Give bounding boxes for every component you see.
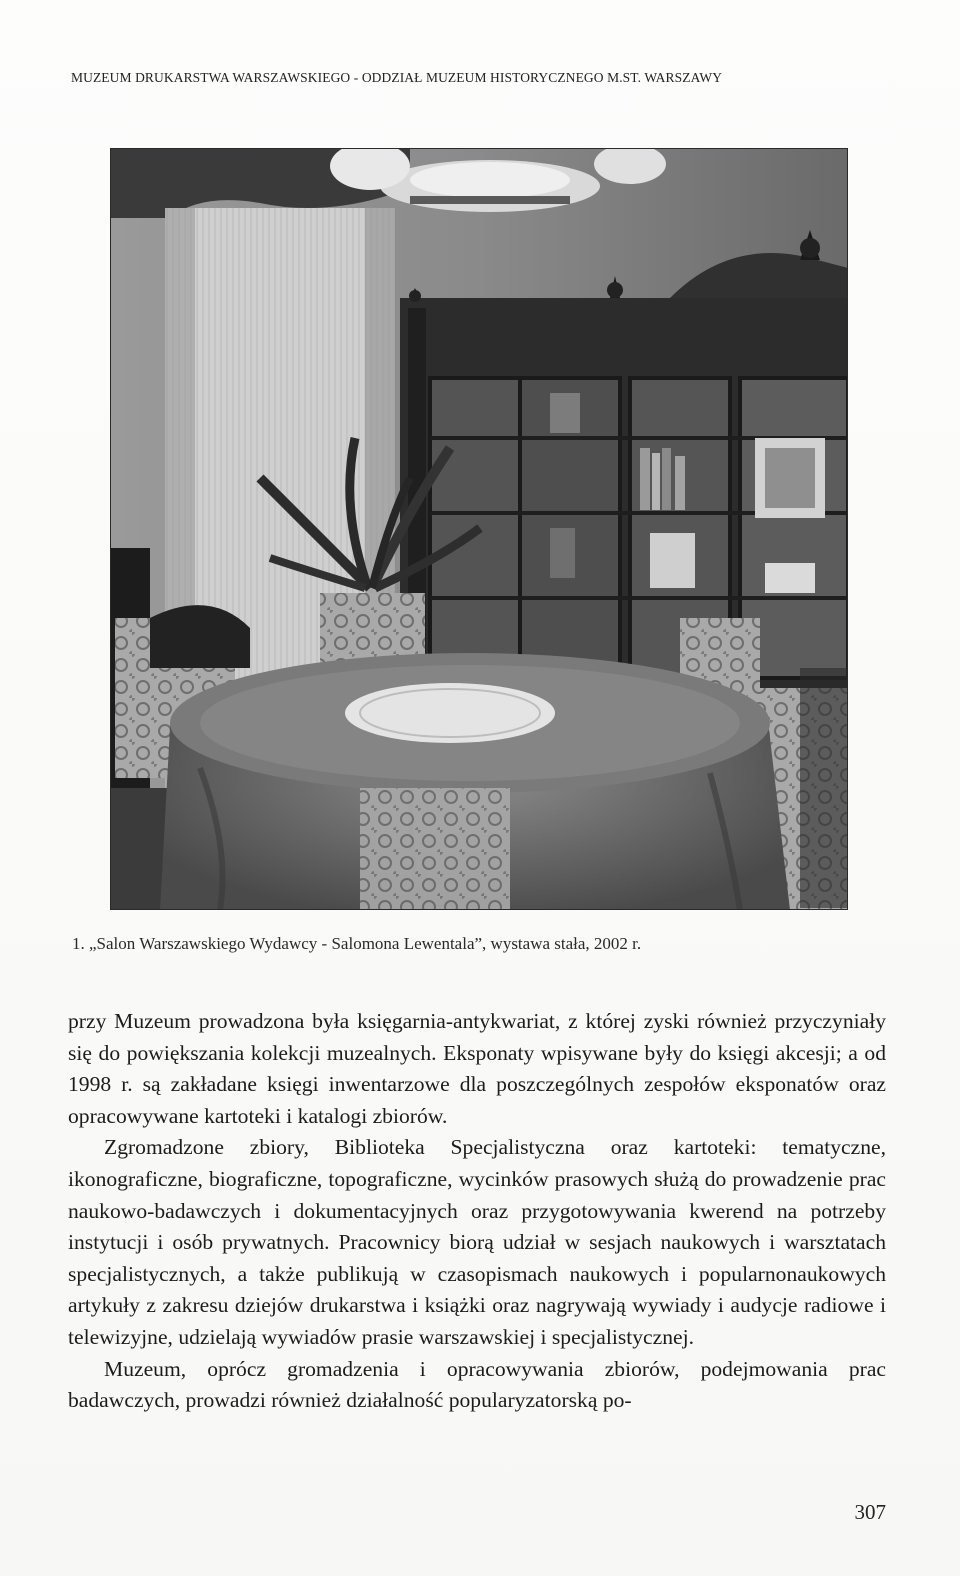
paragraph: Zgromadzone zbiory, Biblioteka Specjalistyczna oraz kartoteki: tematyczne, ikonograficzne, biograficzne, topograficzne, wycinków prasowych służą do prowadzenie prac naukowo-badawczych i dokumentacyjnych oraz przygotowywania kwerend na potrzeby instytucji i osób prywatnych. Pracownicy biorą udział w sesjach naukowych i warsztatach specjalistycznych, a także publikują w czasopismach naukowych i popularnonaukowych artykuły z zakresu dziejów drukarstwa i książki oraz nagrywają wywiady i audycje radiowe i telewizyjne, udzielają wywiadów prasie warszawskiej i specjalistycznej. — [68, 1135, 886, 1349]
round-table — [160, 653, 790, 910]
page-number: 307 — [854, 1500, 886, 1524]
paragraph: przy Muzeum prowadzona była księgarnia-antykwariat, z której zyski również przyczyniały się do powiększania kolekcji muzealnych. Eksponaty wpisywane były do księgi akcesji; a od 1998 r. są zakładane księgi inwentarzowe dla poszczególnych zespołów eksponatów oraz opracowywane kartoteki i katalogi zbiorów. — [68, 1009, 886, 1128]
paragraph: Muzeum, oprócz gromadzenia i opracowywania zbiorów, podejmowania prac badawczych, prowadzi również działalność popularyzatorską po- — [68, 1356, 886, 1413]
lace-doily — [345, 683, 555, 743]
figure-caption: 1. „Salon Warszawskiego Wydawcy - Salomona Lewentala”, wystawa stała, 2002 r. — [72, 934, 642, 953]
salon-photograph — [110, 148, 848, 910]
body-text — [68, 1006, 886, 1417]
running-header: MUZEUM DRUKARSTWA WARSZAWSKIEGO - ODDZIAŁ MUZEUM HISTORYCZNEGO M.ST. WARSZAWY — [71, 70, 723, 85]
